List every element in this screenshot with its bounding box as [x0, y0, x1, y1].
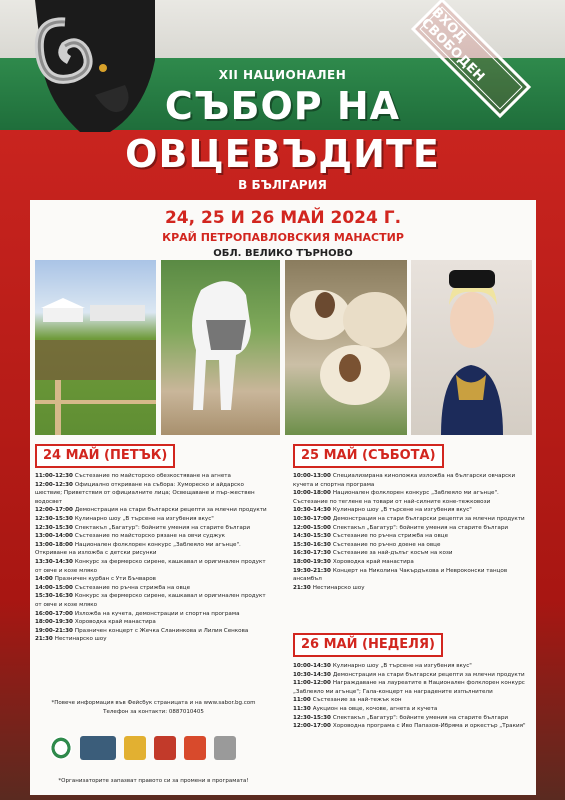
schedule-item-text: Състезание по майсторско рязане на овчи суджук [74, 533, 226, 540]
schedule-item-text: Състезание по майсторско обезкостяване на агнета [74, 473, 231, 479]
event-dates: 24, 25 И 26 МАЙ 2024 Г. [164, 208, 402, 228]
schedule-item-time: 21:30 [293, 584, 313, 591]
schedule-item-text: Състезание по ръчна стрижба на овце [332, 533, 449, 540]
schedule-item-text: Хороводка край манастира [74, 619, 156, 626]
stamp-text: ВХОД СВОБОДЕН [417, 4, 488, 85]
logo-crest-3 [184, 736, 206, 760]
schedule-item [35, 558, 270, 575]
footer-note: *Организаторите запазват правото си за промени в програмата! [58, 778, 249, 784]
schedule-item [35, 627, 270, 636]
schedule-item [293, 696, 529, 705]
schedule-item-text: Демонстрация на стари български рецепти за млечни продукти [332, 515, 525, 522]
schedule-item [293, 489, 529, 506]
schedule-item-time: 14:00 [35, 576, 55, 583]
schedule-item [293, 705, 529, 714]
logo-association [50, 736, 72, 760]
schedule-item-text: Национален фолклорен конкурс „Заблеяло ми агънце". Състезание по теглене на товари от най-силните коне-тежковози [293, 490, 501, 505]
schedule-item [293, 671, 529, 680]
schedule-item-time: 11:00-12:00 [293, 680, 333, 687]
footer-info: *Повече информация във Фейсбук страницата и на www.sabor.bg.com [51, 700, 256, 706]
schedule-item-time: 16:00-17:00 [35, 610, 75, 617]
schedule-item-time: 11:30 [293, 705, 313, 712]
schedule-item-text: Спектакъл „Багатур": бойните умения на старите българи [332, 714, 509, 721]
schedule-item-time: 16:30-17:30 [293, 550, 333, 557]
schedule-item [293, 524, 529, 533]
schedule-item-time: 18:00-19:30 [293, 558, 333, 565]
schedule-item [35, 506, 270, 515]
schedule-item [35, 575, 270, 584]
photo-woman-portrait [411, 260, 532, 435]
schedule-item [293, 584, 529, 593]
schedule-item-time: 10:00-13:00 [293, 473, 333, 479]
schedule-item-time: 12:00-17:00 [293, 723, 333, 730]
photo-fair-crowd [35, 260, 156, 435]
schedule-item-time: 13:00-14:00 [35, 533, 75, 540]
schedule-item-time: 12:30-15:30 [293, 714, 333, 721]
footer-phone: Телефон за контакти: 0887010405 [103, 709, 204, 715]
photo-sheep [285, 260, 407, 435]
schedule-item [35, 541, 270, 558]
schedule-item-text: Кулинарно шоу „В търсене на изгубения вкус" [74, 515, 214, 522]
schedule-item-time: 11:00 [293, 697, 313, 704]
pre-title: XII НАЦИОНАЛЕН [218, 68, 347, 82]
schedule-item-text: Празничен курбан с Ути Бъчваров [54, 576, 156, 583]
sponsor-logos [50, 728, 240, 768]
page-title-line1: СЪБОР НА [164, 84, 401, 128]
day-badge-saturday: 25 МАЙ (СЪБОТА) [293, 444, 444, 468]
schedule-item-time: 14:00-15:00 [35, 584, 75, 591]
schedule-item-time: 19:00-21:30 [35, 627, 75, 634]
schedule-item-time: 15:30-16:30 [293, 541, 333, 548]
schedule-saturday [293, 472, 529, 592]
schedule-item-time: 13:30-14:30 [35, 558, 75, 565]
schedule-item-text: Изложба на кучета, демонстрации и спортна програма [74, 610, 240, 617]
schedule-item [293, 567, 529, 584]
schedule-sunday [293, 662, 529, 731]
schedule-item-time: 15:30-16:30 [35, 593, 75, 600]
schedule-friday [35, 472, 270, 644]
schedule-item-time: 21:30 [35, 636, 55, 643]
schedule-item [35, 610, 270, 619]
schedule-item-time: 12:30-15:30 [35, 524, 75, 531]
schedule-item-text: Конкурс за фермерско сирене, кашкавал и оригинален продукт от овче и козе мляко [35, 593, 268, 608]
schedule-item-text: Кулинарно шоу „В търсене на изгубения вкус" [332, 507, 472, 514]
schedule-item [293, 714, 529, 723]
schedule-item [35, 584, 270, 593]
schedule-item [35, 532, 270, 541]
schedule-item-text: Конкурс за фермерско сирене, кашкавал и оригинален продукт от овче и козе мляко [35, 558, 268, 574]
schedule-item-text: Концерт на Николина Чакърдъкова и Невроконски танцов ансамбъл [293, 567, 509, 583]
schedule-item-time: 11:00-12:30 [35, 473, 75, 479]
schedule-item-text: Спектакъл „Багатур": бойните умения на старите българи [332, 524, 509, 531]
photo-horse [161, 260, 280, 435]
schedule-item-text: Демонстрация на стари български рецепти за млечни продукти [332, 671, 525, 678]
schedule-item-text: Аукцион на овце, кочове, агнета и кучета [312, 705, 438, 712]
schedule-item-time: 12:00-12:30 [35, 481, 75, 488]
schedule-item-time: 10:00-14:30 [293, 663, 333, 669]
schedule-item [293, 506, 529, 515]
schedule-item-text: Нестинарско шоу [54, 636, 107, 643]
schedule-item-text: Състезание по ръчно доене на овце [332, 541, 441, 548]
schedule-item-time: 10:30-14:30 [293, 507, 333, 514]
schedule-item-text: Празничен концерт с Жечка Сланинкова и Лилия Сенкова [74, 627, 249, 634]
schedule-item-text: Хороводка край манастира [332, 558, 414, 565]
logo-ministry [80, 736, 116, 760]
schedule-item [293, 679, 529, 696]
schedule-item-time: 10:30-17:00 [293, 515, 333, 522]
schedule-item-time: 12:00-15:00 [293, 524, 333, 531]
schedule-item [35, 472, 270, 481]
logo-crest-4 [214, 736, 236, 760]
schedule-item [293, 532, 529, 541]
schedule-item-text: Национален фолклорен конкурс „Заблеяло ми агънце". Откриване на изложба с детски рисунки [35, 541, 243, 557]
schedule-item [293, 662, 529, 671]
schedule-item [293, 722, 529, 731]
schedule-item-text: Хороводна програма с Иво Папазов-Ибряма и оркестър „Тракия" [332, 723, 526, 730]
schedule-item-time: 19:30-21:30 [293, 567, 333, 574]
schedule-item [293, 541, 529, 550]
schedule-item-time: 12:00-17:00 [35, 507, 75, 514]
schedule-item-text: Кулинарно шоу „В търсене на изгубения вкус" [332, 663, 472, 669]
schedule-item-text: Официално откриване на събора: Хумореско и айдарско шествие; Приветствия от официалните лица; Освещаване и пър-жествен водосвет [35, 481, 257, 505]
event-region: ОБЛ. ВЕЛИКО ТЪРНОВО [213, 248, 353, 259]
schedule-item-time: 13:00-18:00 [35, 541, 75, 548]
schedule-item-text: Демонстрация на стари български рецепти за млечни продукти [74, 507, 267, 514]
schedule-item [35, 515, 270, 524]
schedule-item [293, 472, 529, 489]
logo-crest-1 [124, 736, 146, 760]
schedule-item [293, 515, 529, 524]
page-title-line2: ОВЦЕВЪДИТЕ [125, 132, 440, 176]
day-badge-sunday: 26 МАЙ (НЕДЕЛЯ) [293, 633, 443, 657]
schedule-item-text: Нестинарско шоу [312, 584, 365, 591]
event-location: КРАЙ ПЕТРОПАВЛОВСКИЯ МАНАСТИР [162, 231, 404, 244]
schedule-item-text: Състезание за най-дълъг косъм на кози [332, 550, 453, 557]
schedule-item [293, 549, 529, 558]
schedule-item-time: 10:30-14:30 [293, 671, 333, 678]
schedule-item-text: Награждаване на лауреатите в Национален фолклорен конкурс „Заблеяло ми агънце"; Гала-концерт на наградените изпълнители [293, 680, 527, 695]
schedule-item [35, 635, 270, 644]
logo-crest-2 [154, 736, 176, 760]
schedule-item-text: Състезание за най-тежък кон [312, 697, 402, 704]
day-badge-friday: 24 МАЙ (ПЕТЪК) [35, 444, 175, 468]
schedule-item-time: 12:30-15:30 [35, 515, 75, 522]
program-card [30, 200, 536, 795]
page-subtitle: В БЪЛГАРИЯ [238, 178, 327, 192]
schedule-item-text: Състезание по ръчна стрижба на овце [74, 584, 191, 591]
schedule-item-time: 18:00-19:30 [35, 619, 75, 626]
schedule-item-text: Специализирана киноложка изложба на български овчарски кучета и спортна програма [293, 473, 517, 488]
schedule-item-text: Спектакъл „Багатур": бойните умения на старите българи [74, 524, 251, 531]
schedule-item [35, 481, 270, 507]
schedule-item-time: 14:30-15:30 [293, 533, 333, 540]
schedule-item [35, 618, 270, 627]
schedule-item-time: 10:00-18:00 [293, 490, 333, 497]
schedule-item [35, 524, 270, 533]
schedule-item [35, 592, 270, 609]
schedule-item [293, 558, 529, 567]
